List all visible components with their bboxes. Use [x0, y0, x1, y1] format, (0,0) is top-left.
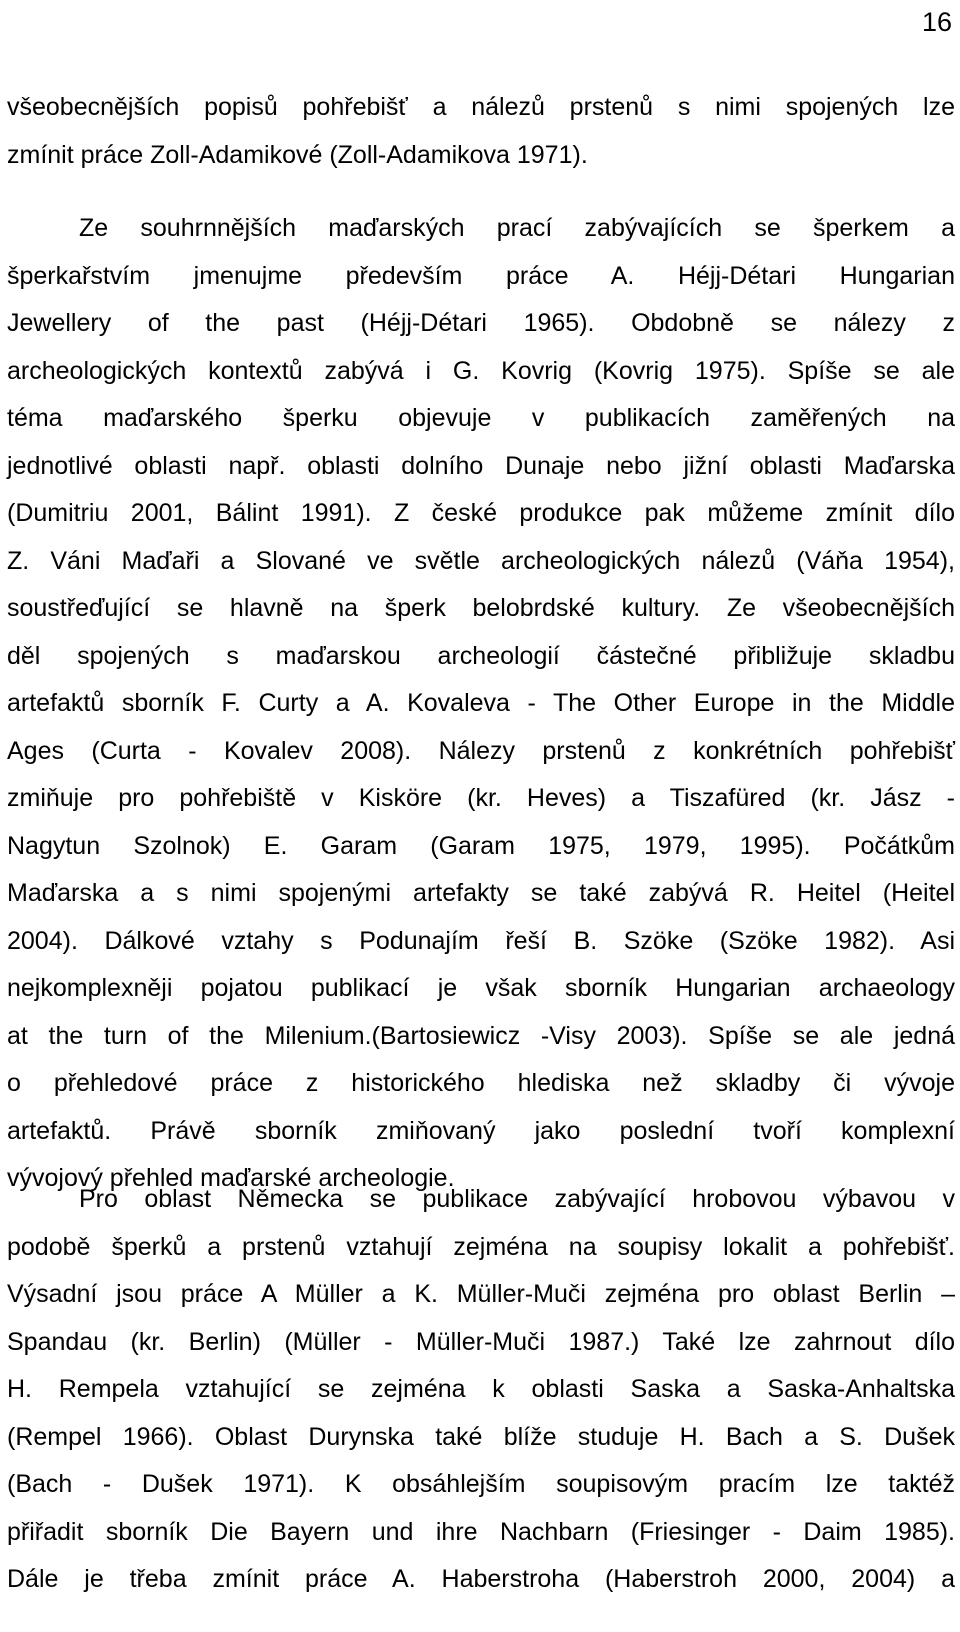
paragraph-1 — [7, 84, 955, 179]
paragraph-line: téma maďarského šperku objevuje v publikacích zaměřených na — [7, 404, 955, 432]
paragraph-line: šperkařstvím jmenujme především práce A. Héjj-Détari Hungarian — [7, 261, 955, 290]
paragraph-line: Dále je třeba zmínit práce A. Haberstroha (Haberstroh 2000, 2004) a — [7, 1565, 955, 1593]
paragraph-line: Z. Váni Maďaři a Slované ve světle archeologických nálezů (Váňa 1954), — [7, 546, 955, 575]
paragraph-2 — [7, 205, 955, 1203]
paragraph-line: Spandau (kr. Berlin) (Müller - Müller-Muči 1987.) Také lze zahrnout dílo — [7, 1327, 955, 1356]
paragraph-line: (Bach - Dušek 1971). K obsáhlejším soupisovým pracím lze taktéž — [7, 1470, 955, 1498]
paragraph-line: Výsadní jsou práce A Müller a K. Müller-Muči zejména pro oblast Berlin – — [7, 1280, 955, 1308]
paragraph-line: Nagytun Szolnok) E. Garam (Garam 1975, 1979, 1995). Počátkům — [7, 831, 955, 860]
paragraph-line: zmínit práce Zoll-Adamikové (Zoll-Adamikova 1971). — [7, 140, 588, 169]
paragraph-line: soustřeďující se hlavně na šperk belobrdské kultury. Ze všeobecnějších — [7, 594, 955, 622]
page-number: 16 — [921, 7, 952, 37]
paragraph-line: o přehledové práce z historického hlediska než skladby či vývoje — [7, 1069, 955, 1097]
paragraph-line: Ages (Curta - Kovalev 2008). Nálezy prstenů z konkrétních pohřebišť — [7, 736, 955, 765]
paragraph-line: přiřadit sborník Die Bayern und ihre Nachbarn (Friesinger - Daim 1985). — [7, 1517, 955, 1546]
paragraph-line: artefaktů sborník F. Curty a A. Kovaleva - The Other Europe in the Middle — [7, 689, 955, 717]
paragraph-3 — [7, 1176, 955, 1604]
paragraph-line: (Rempel 1966). Oblast Durynska také blíže studuje H. Bach a S. Dušek — [7, 1422, 955, 1451]
paragraph-line: jednotlivé oblasti např. oblasti dolního Dunaje nebo jižní oblasti Maďarska — [7, 451, 955, 480]
paragraph-line: (Dumitriu 2001, Bálint 1991). Z české produkce pak můžeme zmínit dílo — [7, 499, 955, 527]
paragraph-line: Pro oblast Německa se publikace zabývající hrobovou výbavou v — [79, 1185, 955, 1213]
paragraph-line: všeobecnějších popisů pohřebišť a nálezů prstenů s nimi spojených lze — [7, 93, 955, 121]
paragraph-line: nejkomplexněji pojatou publikací je však sborník Hungarian archaeology — [7, 974, 955, 1002]
paragraph-line: archeologických kontextů zabývá i G. Kovrig (Kovrig 1975). Spíše se ale — [7, 356, 955, 385]
paragraph-line: vývojový přehled maďarské archeologie. — [7, 1164, 455, 1192]
paragraph-line: Ze souhrnnějších maďarských prací zabývajících se šperkem a — [79, 214, 955, 242]
paragraph-line: podobě šperků a prstenů vztahují zejména na soupisy lokalit a pohřebišť. — [7, 1232, 955, 1261]
paragraph-line: 2004). Dálkové vztahy s Podunajím řeší B. Szöke (Szöke 1982). Asi — [7, 926, 955, 955]
paragraph-line: Jewellery of the past (Héjj-Détari 1965). Obdobně se nálezy z — [7, 309, 955, 337]
paragraph-line: at the turn of the Milenium.(Bartosiewicz -Visy 2003). Spíše se ale jedná — [7, 1021, 955, 1050]
paragraph-line: Maďarska a s nimi spojenými artefakty se také zabývá R. Heitel (Heitel — [7, 879, 955, 907]
paragraph-line: H. Rempela vztahující se zejména k oblasti Saska a Saska-Anhaltska — [7, 1375, 955, 1403]
paragraph-line: děl spojených s maďarskou archeologií částečné přibližuje skladbu — [7, 641, 955, 670]
paragraph-line: zmiňuje pro pohřebiště v Kisköre (kr. Heves) a Tiszafüred (kr. Jász - — [7, 784, 955, 812]
paragraph-line: artefaktů. Právě sborník zmiňovaný jako poslední tvoří komplexní — [7, 1116, 955, 1145]
